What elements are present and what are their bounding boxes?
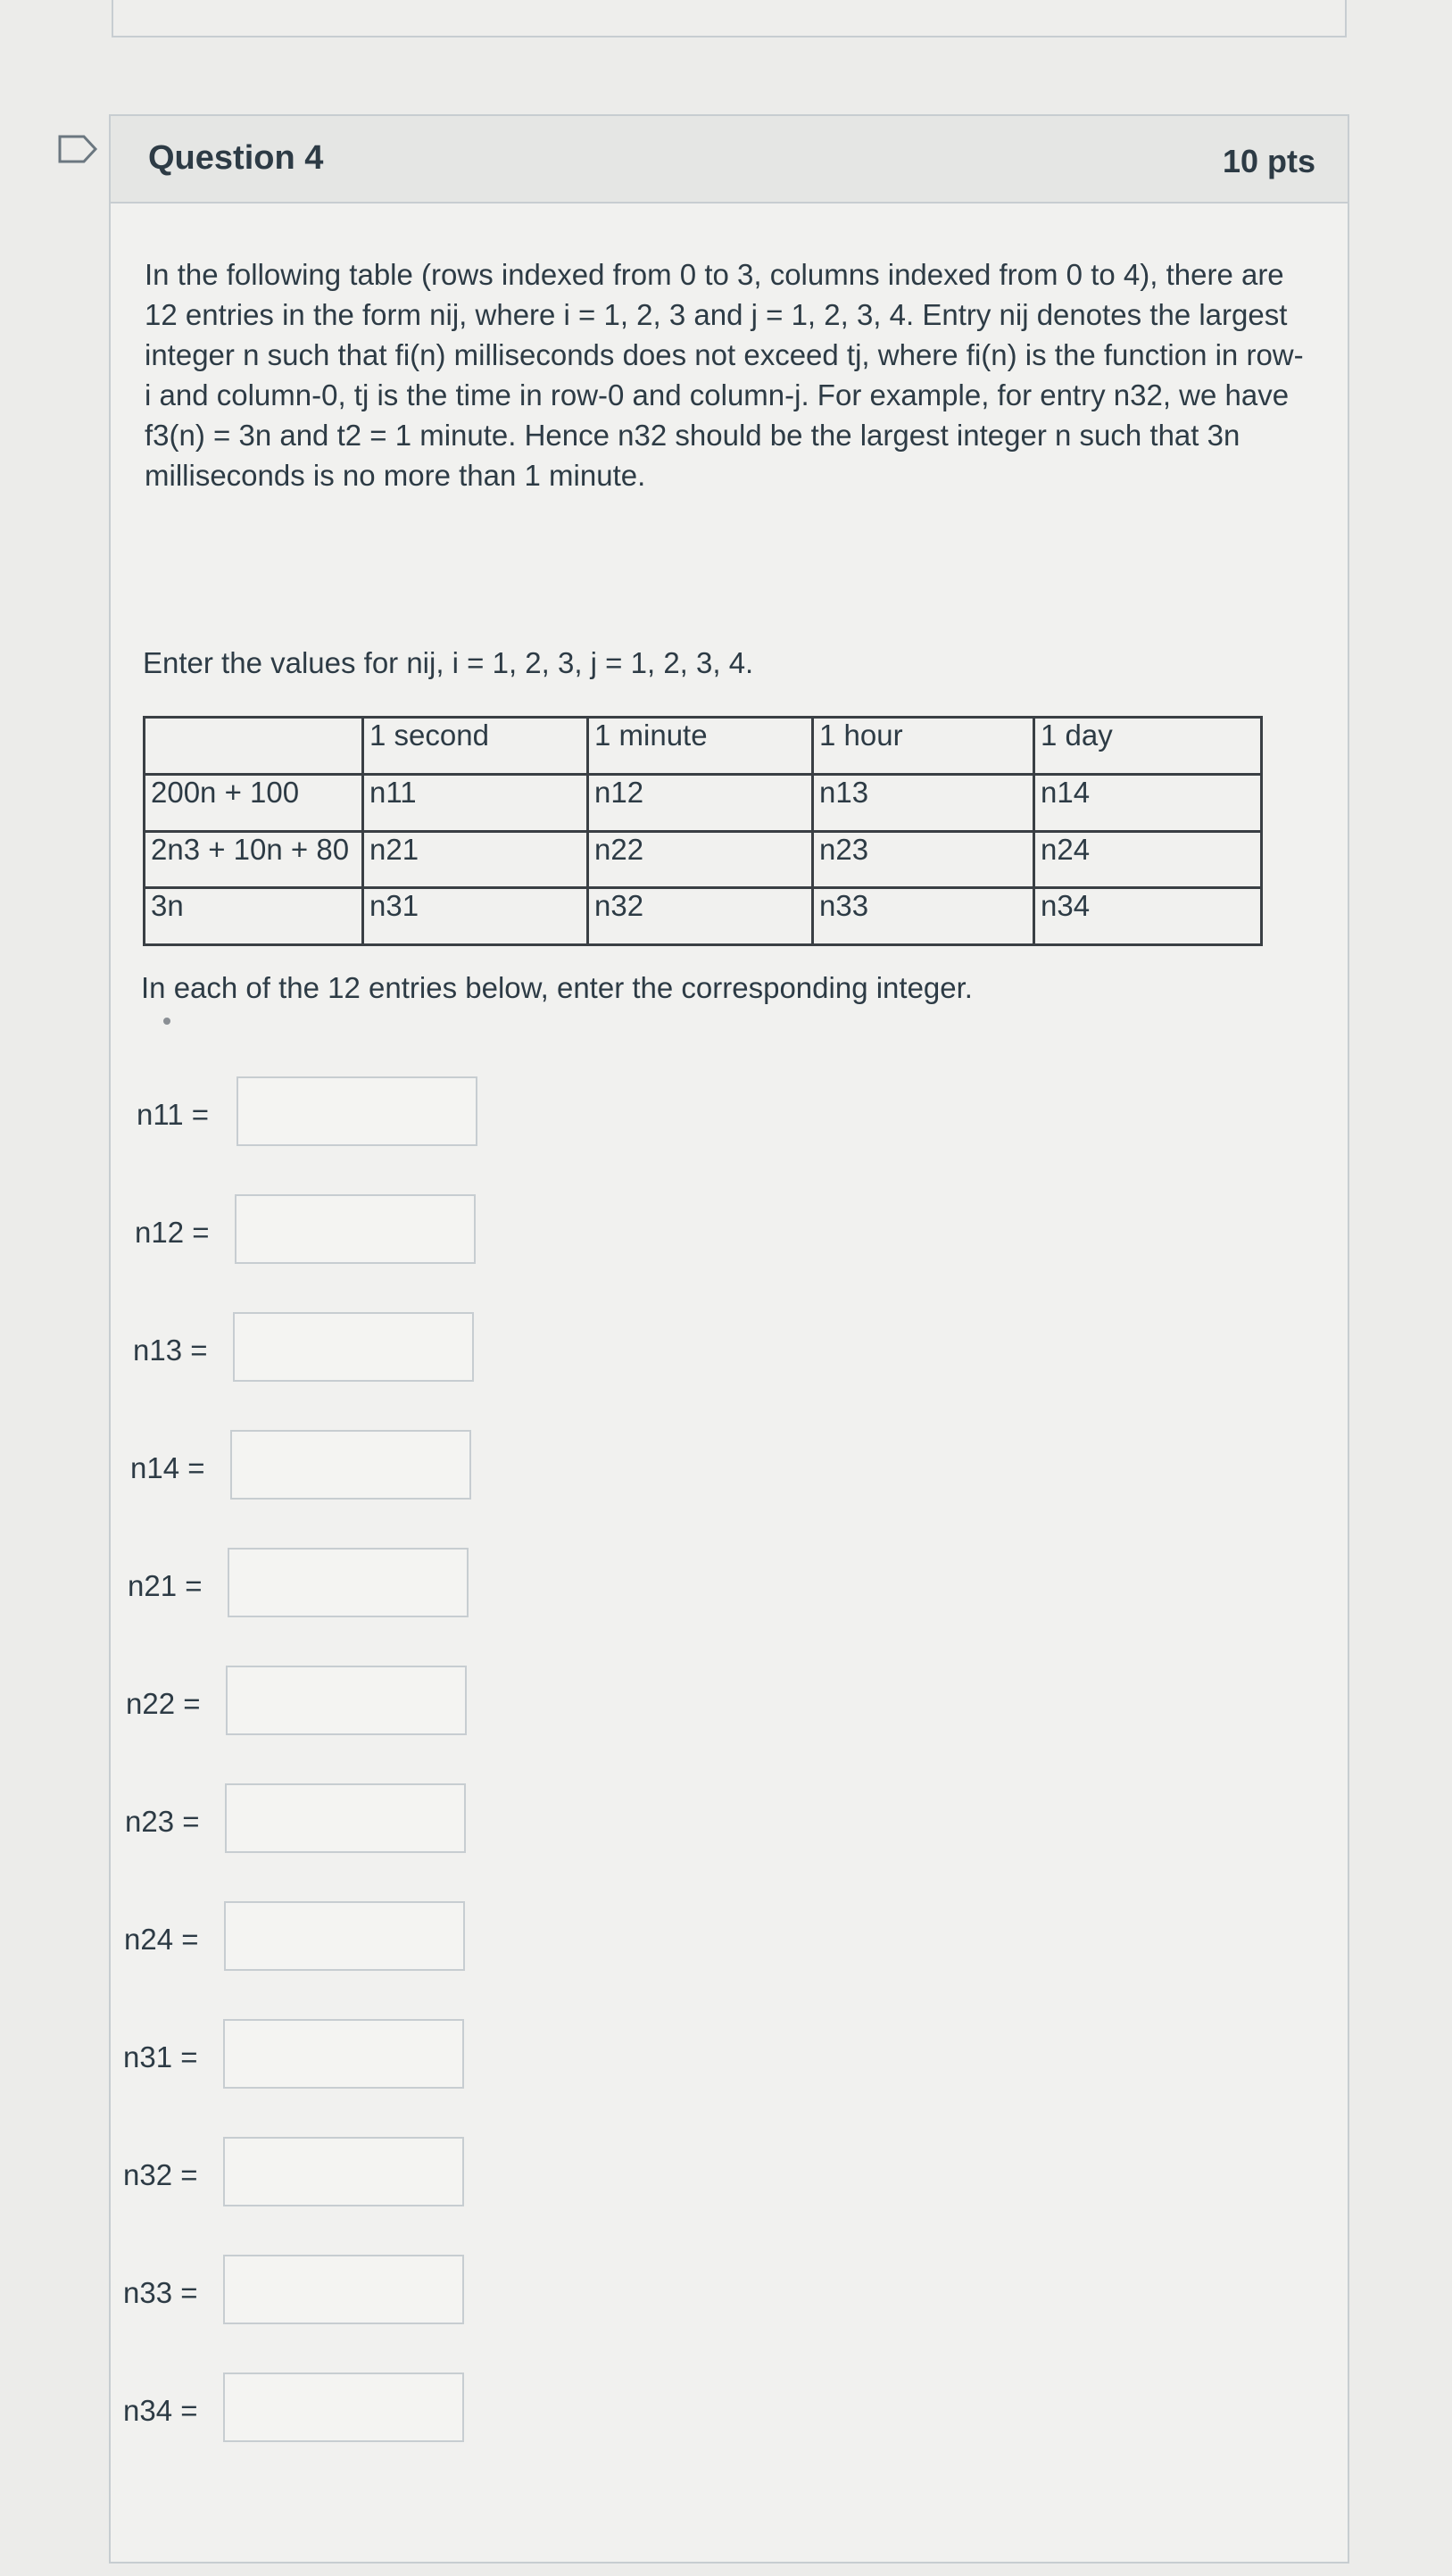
table-cell: n11 xyxy=(363,774,588,831)
answer-label: n12 = xyxy=(135,1216,210,1249)
table-cell xyxy=(145,718,363,775)
answer-label: n22 = xyxy=(126,1687,201,1720)
answer-input-n23[interactable] xyxy=(225,1783,466,1853)
answer-input-n32[interactable] xyxy=(223,2137,464,2206)
table-cell: n32 xyxy=(588,888,813,945)
table-row xyxy=(145,774,1262,831)
answer-label: n32 = xyxy=(123,2158,198,2191)
answer-input-n14[interactable] xyxy=(230,1430,471,1500)
answer-input-n34[interactable] xyxy=(223,2372,464,2442)
answer-label: n13 = xyxy=(133,1334,208,1367)
table-cell: 200n + 100 xyxy=(145,774,363,831)
answer-input-n33[interactable] xyxy=(223,2255,464,2324)
table-cell: n33 xyxy=(813,888,1034,945)
answer-input-n13[interactable] xyxy=(233,1312,474,1382)
answer-label: n14 = xyxy=(130,1451,205,1484)
question-paragraph: In the following table (rows indexed from 0 to 3, columns indexed from 0 to 4), there are 12 entries in the form nij, where i = 1, 2, 3 and j = 1, 2, 3, 4. Entry nij denotes the largest integer n such that fi(n) milliseconds does not exceed tj, where fi(n) is the function in row-i and column-0, tj is the time in row-0 and column-j. For example, for entry n32, we have f3(n) = 3n and t2 = 1 minute. Hence n32 should be the largest integer n such that 3n milliseconds is no more than 1 minute. xyxy=(145,258,1304,492)
table-cell: 1 hour xyxy=(813,718,1034,775)
answer-label: n31 = xyxy=(123,2040,198,2073)
table-cell: n22 xyxy=(588,831,813,888)
answer-input-n21[interactable] xyxy=(228,1548,469,1617)
table-header-row xyxy=(145,718,1262,775)
answer-label: n33 = xyxy=(123,2276,198,2309)
table-cell: 1 minute xyxy=(588,718,813,775)
table-cell: n21 xyxy=(363,831,588,888)
function-time-table xyxy=(143,716,1263,946)
answer-label: n23 = xyxy=(125,1805,200,1838)
entry-instruction: In each of the 12 entries below, enter the corresponding integer. xyxy=(141,971,973,1004)
answer-input-n22[interactable] xyxy=(226,1666,467,1735)
answer-label: n21 = xyxy=(128,1569,203,1602)
bookmark-flag-icon[interactable] xyxy=(57,134,98,164)
answer-label: n24 = xyxy=(124,1923,199,1956)
previous-question-box xyxy=(112,0,1347,37)
table-cell: n13 xyxy=(813,774,1034,831)
table-row xyxy=(145,831,1262,888)
question-text xyxy=(145,254,1305,495)
table-cell: n14 xyxy=(1034,774,1262,831)
answer-input-n11[interactable] xyxy=(236,1076,477,1146)
table-row xyxy=(145,888,1262,945)
question-points: 10 pts xyxy=(1222,143,1315,179)
answer-input-n31[interactable] xyxy=(223,2019,464,2089)
table-cell: n34 xyxy=(1034,888,1262,945)
table-cell: 1 day xyxy=(1034,718,1262,775)
table-cell: n31 xyxy=(363,888,588,945)
question-title: Question 4 xyxy=(148,139,324,177)
answer-input-n24[interactable] xyxy=(224,1901,465,1971)
answer-label: n11 = xyxy=(137,1098,210,1131)
table-cell: 3n xyxy=(145,888,363,945)
table-cell: n24 xyxy=(1034,831,1262,888)
table-cell: n23 xyxy=(813,831,1034,888)
question-prompt: Enter the values for nij, i = 1, 2, 3, j = 1, 2, 3, 4. xyxy=(143,646,754,679)
answer-input-n12[interactable] xyxy=(235,1194,476,1264)
answer-label: n34 = xyxy=(123,2394,198,2427)
table-cell: n12 xyxy=(588,774,813,831)
question-header xyxy=(111,116,1348,204)
table-cell: 1 second xyxy=(363,718,588,775)
bullet-dot xyxy=(163,1018,170,1025)
table-cell: 2n3 + 10n + 80 xyxy=(145,831,363,888)
